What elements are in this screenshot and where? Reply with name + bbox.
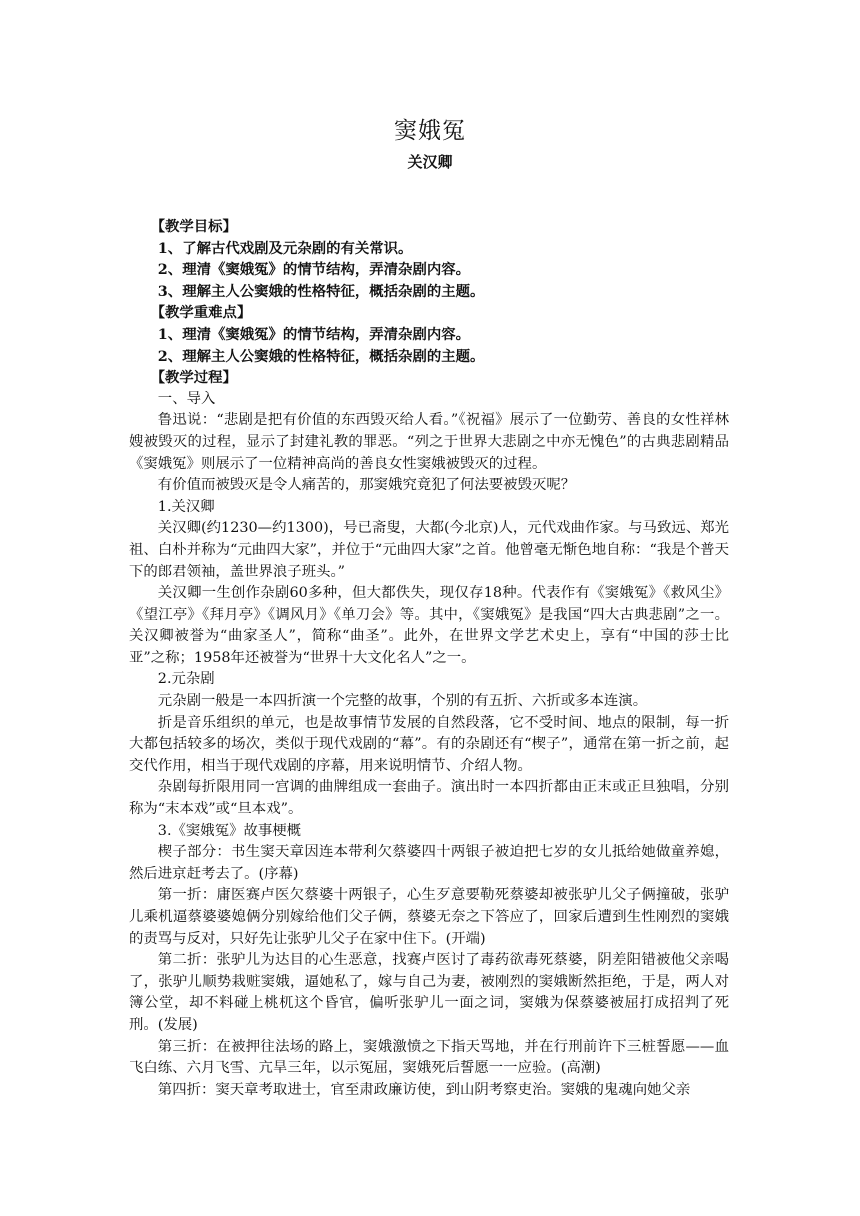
document-author: 关汉卿 (407, 153, 453, 171)
paragraph: 关汉卿(约1230—约1300)，号已斋叟，大都(今北京)人，元代戏曲作家。与马致远、郑光祖、白朴并称为“元曲四大家”，并位于“元曲四大家”之首。他曾毫无惭色地自称：“我是个普天下的郎君领袖，盖世界浪子班头。” (129, 520, 729, 580)
paragraph: 关汉卿一生创作杂剧60多种，但大都佚失，现仅存18种。代表作有《窦娥冤》《救风尘》《望江亭》《拜月亭》《调风月》《单刀会》等。其中，《窦娥冤》是我国“四大古典悲剧”之一。关汉卿被誉为“曲家圣人”，简称“曲圣”。此外，在世界文学艺术史上，享有“中国的莎士比亚”之称；1958年还被誉为“世界十大文化名人”之一。 (129, 585, 729, 666)
paragraph: 第一折：庸医赛卢医欠蔡婆十两银子，心生歹意要勒死蔡婆却被张驴儿父子俩撞破，张驴儿乘机逼蔡婆婆媳俩分别嫁给他们父子俩，蔡婆无奈之下答应了，回家后遭到生性刚烈的窦娥的责骂与反对，只好先让张驴儿父子在家中住下。(开端) (129, 887, 729, 947)
paragraph: 2、理清《窦娥冤》的情节结构，弄清杂剧内容。 (157, 261, 471, 279)
paragraph: 2、理解主人公窦娥的性格特征，概括杂剧的主题。 (157, 347, 485, 365)
paragraph: 有价值而被毁灭是令人痛苦的，那窦娥究竟犯了何法要被毁灭呢？ (157, 477, 576, 494)
paragraph: 楔子部分：书生窦天章因连本带利欠蔡婆四十两银子被迫把七岁的女儿抵给她做童养媳，然后进京赶考去了。(序幕) (129, 844, 729, 882)
paragraph: 元杂剧一般是一本四折演一个完整的故事，个别的有五折、六折或多本连演。 (157, 693, 648, 710)
paragraph: 第二折：张驴儿为达目的心生恶意，找赛卢医讨了毒药欲毒死蔡婆，阴差阳错被他父亲喝了，张驴儿顺势栽赃窦娥，逼她私了，嫁与自己为妻，被刚烈的窦娥断然拒绝，于是，两人对簿公堂，却不料碰上桃杌这个昏官，偏听张驴儿一面之词，窦娥为保蔡婆被屈打成招判了死刑。(发展) (129, 952, 729, 1033)
paragraph: 第三折：在被押往法场的路上，窦娥激愤之下指天骂地，并在行刑前许下三桩誓愿——血飞白练、六月飞雪、亢旱三年，以示冤屈，窦娥死后誓愿一一应验。(高潮) (129, 1038, 729, 1077)
section-heading: 【教学重难点】 (150, 304, 252, 322)
paragraph: 3、理解主人公窦娥的性格特征，概括杂剧的主题。 (157, 282, 485, 300)
section-heading: 【教学目标】 (150, 218, 237, 235)
paragraph: 折是音乐组织的单元，也是故事情节发展的自然段落，它不受时间、地点的限制，每一折大都包括较多的场次，类似于现代戏剧的“幕”。有的杂剧还有“楔子”，通常在第一折之前，起交代作用，相当于现代戏剧的序幕，用来说明情节、介绍人物。 (129, 714, 729, 774)
paragraph: 第四折：窦天章考取进士，官至肃政廉访使，到山阴考察吏治。窦娥的鬼魂向她父亲 (157, 1081, 691, 1098)
document-body (129, 216, 729, 1101)
document-title: 窦娥冤 (394, 118, 466, 144)
paragraph: 杂剧每折限用同一宫调的曲牌组成一套曲子。演出时一本四折都由正末或正旦独唱，分别称为“末本戏”或“旦本戏”。 (129, 779, 729, 818)
paragraph: 1、理清《窦娥冤》的情节结构，弄清杂剧内容。 (157, 325, 471, 343)
section-heading: 【教学过程】 (150, 369, 237, 387)
paragraph: 鲁迅说：“悲剧是把有价值的东西毁灭给人看。”《祝福》展示了一位勤劳、善良的女性祥林嫂被毁灭的过程，显示了封建礼教的罪恶。“列之于世界大悲剧之中亦无愧色”的古典悲剧精品《窦娥冤》则展示了一位精神高尚的善良女性窦娥被毁灭的过程。 (129, 412, 729, 472)
paragraph: 一、导入 (157, 390, 216, 407)
paragraph: 3.《窦娥冤》故事梗概 (157, 822, 302, 839)
paragraph: 1.关汉卿 (157, 498, 215, 515)
paragraph: 2.元杂剧 (157, 671, 215, 688)
paragraph: 1、了解古代戏剧及元杂剧的有关常识。 (157, 239, 413, 257)
